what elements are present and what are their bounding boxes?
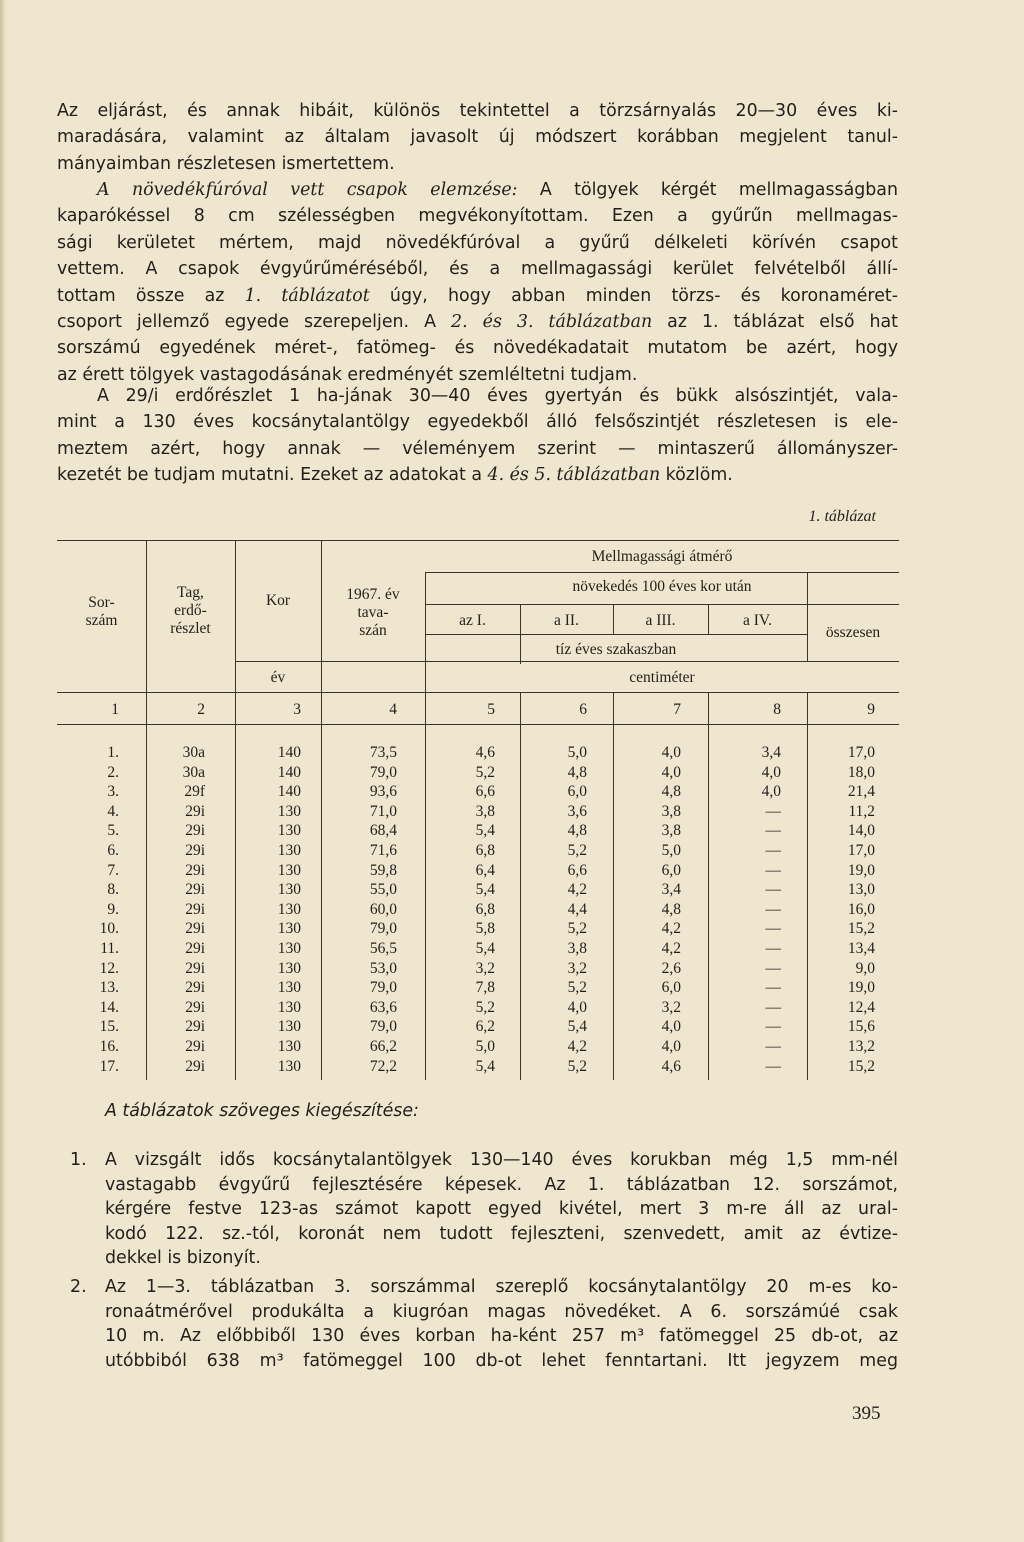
header-text: tava- bbox=[357, 604, 389, 621]
table-cell: 130 bbox=[277, 959, 301, 977]
table-cell: — bbox=[765, 861, 781, 879]
table-cell: 3,8 bbox=[661, 822, 681, 840]
table-cell: 3,2 bbox=[661, 998, 681, 1016]
text-span: tottam össze az bbox=[57, 285, 245, 306]
text-span: A tölgyek kérgét mellmagasságban bbox=[517, 180, 898, 200]
table-cell: 59,8 bbox=[369, 861, 397, 879]
table-reference: 1. táblázatot bbox=[244, 285, 370, 306]
table-cell: — bbox=[765, 802, 781, 820]
table-cell: 19,0 bbox=[847, 979, 875, 997]
column-number-rule bbox=[57, 724, 899, 725]
table-cell: — bbox=[765, 1018, 781, 1036]
table-cell: 21,4 bbox=[847, 783, 875, 801]
table-cell: 7,8 bbox=[475, 979, 495, 997]
header-text: részlet bbox=[170, 620, 211, 637]
table-cell: 3,8 bbox=[661, 802, 681, 820]
table-cell: 5,0 bbox=[661, 842, 681, 859]
header-1967-tavaszan bbox=[321, 586, 425, 640]
table-cell: 66,2 bbox=[369, 1038, 397, 1055]
text-line bbox=[57, 309, 898, 335]
table-cell: 11,2 bbox=[848, 802, 875, 820]
table-cell: 29i bbox=[185, 861, 205, 879]
table-cell: 5,4 bbox=[475, 1057, 495, 1075]
paragraph-2 bbox=[57, 177, 898, 388]
table-cell: 2. bbox=[107, 763, 119, 781]
table-cell: 3,4 bbox=[661, 881, 681, 899]
table-cell: — bbox=[765, 979, 781, 997]
table-cell: 30a bbox=[182, 744, 205, 761]
table-cell: 15,2 bbox=[847, 1057, 875, 1075]
table-top-rule bbox=[57, 540, 899, 541]
table-cell: 4,6 bbox=[661, 1057, 681, 1075]
header-osszesen: összesen bbox=[825, 624, 881, 641]
data-table bbox=[57, 540, 899, 1080]
table-cell: — bbox=[765, 900, 781, 918]
table-cell: 29i bbox=[185, 998, 205, 1016]
table-cell: 3,8 bbox=[475, 802, 495, 820]
table-cell: 13,4 bbox=[847, 940, 875, 957]
table-cell: 79,0 bbox=[369, 920, 397, 938]
table-cell: 4,8 bbox=[661, 783, 681, 801]
text-span: kezetét be tudjam mutatni. Ezeket az adatokat a bbox=[57, 465, 488, 486]
table-cell: 29i bbox=[185, 802, 205, 820]
subheader-rule bbox=[235, 661, 899, 662]
text-line: maradására, valamint az általam javasolt új módszert korábban megjelent tanul- bbox=[57, 127, 898, 148]
header-sorszam bbox=[57, 594, 146, 630]
text-span: az 1. táblázat első hat bbox=[652, 312, 899, 333]
table-cell: 30a bbox=[182, 763, 205, 781]
table-cell: 4,0 bbox=[567, 998, 587, 1016]
column-number: 2 bbox=[197, 701, 205, 718]
supplement-heading: A táblázatok szöveges kiegészítése: bbox=[105, 1101, 419, 1121]
table-cell: 1. bbox=[107, 744, 119, 761]
text-line bbox=[57, 462, 898, 488]
table-cell: 5,4 bbox=[567, 1018, 587, 1036]
column-number: 6 bbox=[579, 701, 587, 718]
paragraph-1-text bbox=[57, 98, 898, 177]
text-line: 10 m. Az előbbiből 130 éves korban ha-ként 257 m³ fatömeggel 25 db-ot, az bbox=[105, 1326, 898, 1347]
table-cell: 5,2 bbox=[567, 979, 587, 997]
table-cell: — bbox=[765, 1038, 781, 1055]
table-cell: 15. bbox=[99, 1018, 119, 1036]
table-cell: 3,2 bbox=[475, 959, 495, 977]
table-cell: 130 bbox=[277, 998, 301, 1016]
text-line: utóbbiból 638 m³ fatömeggel 100 db-ot lehet fenntartani. Itt jegyzem meg bbox=[105, 1350, 898, 1371]
table-cell: 16. bbox=[99, 1038, 119, 1055]
header-mellmagassagi-atmero: Mellmagassági átmérő bbox=[591, 548, 733, 565]
table-cell: 3,2 bbox=[567, 959, 587, 977]
text-line bbox=[57, 283, 898, 309]
table-cell: — bbox=[765, 998, 781, 1016]
list-number: 2. bbox=[70, 1277, 87, 1297]
text-line bbox=[57, 177, 898, 203]
table-cell: 4,8 bbox=[661, 900, 681, 918]
header-tag bbox=[146, 584, 235, 638]
text-line: Az eljárást, és annak hibáit, különös tekintettel a törzsárnyalás 20—30 éves ki- bbox=[57, 101, 898, 121]
table-cell: 5,2 bbox=[567, 920, 587, 938]
table-cell: 130 bbox=[277, 920, 301, 938]
table-cell: 18,0 bbox=[847, 763, 875, 781]
paragraph-1 bbox=[57, 98, 898, 177]
text-line: mányaimban részletesen ismertettem. bbox=[57, 153, 395, 174]
table-cell: 3,6 bbox=[567, 802, 587, 820]
header-text: Sor- bbox=[88, 594, 115, 611]
table-cell: 4,2 bbox=[567, 881, 587, 899]
column-number: 9 bbox=[867, 701, 875, 718]
table-cell: 130 bbox=[277, 1038, 301, 1055]
table-cell: 29i bbox=[185, 979, 205, 997]
table-cell: 29i bbox=[185, 940, 205, 957]
text-line: dekkel is bizonyít. bbox=[105, 1248, 261, 1269]
header-a-iii: a III. bbox=[645, 612, 676, 629]
table-cell: 17. bbox=[99, 1057, 119, 1075]
table-cell: — bbox=[765, 920, 781, 938]
italic-heading: A növedékfúróval vett csapok elemzése: bbox=[97, 180, 518, 200]
page-number: 395 bbox=[852, 1403, 881, 1424]
text-line: sorszámú egyedének méret-, fatömeg- és növedékadatait mutatom be azért, hogy bbox=[57, 338, 898, 359]
table-cell: 5,4 bbox=[475, 822, 495, 840]
table-cell: 4,0 bbox=[661, 744, 681, 761]
text-line: mint a 130 éves kocsánytalantölgy egyedekből álló felsőszintjét részletesen is ele- bbox=[57, 412, 898, 433]
table-cell: — bbox=[765, 822, 781, 840]
table-cell: 4,0 bbox=[661, 1038, 681, 1055]
table-cell: 6,0 bbox=[567, 783, 587, 801]
table-cell: 79,0 bbox=[369, 1018, 397, 1036]
header-rule bbox=[57, 692, 899, 693]
table-cell: 71,0 bbox=[369, 802, 397, 820]
table-cell: 14. bbox=[99, 998, 119, 1016]
table-cell: 29i bbox=[185, 920, 205, 938]
table-reference: 4. és 5. táblázatban bbox=[487, 465, 661, 486]
column-number: 4 bbox=[389, 701, 397, 718]
table-cell: 4,2 bbox=[661, 940, 681, 957]
column-number: 1 bbox=[111, 701, 119, 718]
table-cell: 13. bbox=[99, 979, 119, 997]
table-cell: 4,4 bbox=[567, 900, 587, 918]
column-number: 7 bbox=[673, 701, 681, 718]
table-cell: 4,0 bbox=[661, 1018, 681, 1036]
table-cell: 130 bbox=[277, 1057, 301, 1075]
table-cell: 6,8 bbox=[475, 842, 495, 859]
table-cell: — bbox=[765, 881, 781, 899]
header-text: erdő- bbox=[174, 602, 207, 619]
table-cell: 8. bbox=[107, 881, 119, 899]
text-line: ronaátmérővel produkálta a kiugróan magas növedéket. A 6. sorszámúé csak bbox=[105, 1301, 898, 1322]
table-cell: 9,0 bbox=[855, 959, 875, 977]
subheader-rule bbox=[425, 634, 807, 635]
header-az-i: az I. bbox=[459, 612, 486, 629]
table-cell: 130 bbox=[277, 861, 301, 879]
table-cell: 16,0 bbox=[847, 900, 875, 918]
table-cell: 4,2 bbox=[661, 920, 681, 938]
table-cell: 14,0 bbox=[847, 822, 875, 840]
table-cell: 5,2 bbox=[475, 763, 495, 781]
table-cell: 29i bbox=[185, 959, 205, 977]
text-line: vettem. A csapok évgyűrűméréséből, és a mellmagassági kerület felvételből állí- bbox=[57, 259, 898, 280]
table-cell: 55,0 bbox=[369, 881, 397, 899]
paragraph-3 bbox=[57, 383, 898, 489]
table-cell: 6,8 bbox=[475, 900, 495, 918]
table-cell: 4. bbox=[107, 802, 119, 820]
text-span: közlöm. bbox=[660, 465, 733, 486]
table-cell: 6,0 bbox=[661, 861, 681, 879]
header-novekedes: növekedés 100 éves kor után bbox=[572, 578, 752, 595]
table-cell: 68,4 bbox=[369, 822, 397, 840]
table-cell: 6,6 bbox=[567, 861, 587, 879]
table-cell: 56,5 bbox=[369, 940, 397, 957]
paragraph-3-text bbox=[57, 383, 898, 489]
table-cell: 130 bbox=[277, 822, 301, 840]
table-cell: 4,8 bbox=[567, 763, 587, 781]
table-cell: 72,2 bbox=[369, 1057, 397, 1075]
table-cell: 11. bbox=[100, 940, 119, 957]
text-line: meztem azért, hogy annak — véleményem szerint — mintaszerű állományszer- bbox=[57, 438, 898, 459]
table-cell: 4,2 bbox=[567, 1038, 587, 1055]
table-cell: 130 bbox=[277, 842, 301, 859]
text-span: úgy, hogy abban minden törzs- és koronaméret- bbox=[369, 285, 898, 306]
header-ev: év bbox=[270, 669, 286, 686]
table-cell: 6,6 bbox=[475, 783, 495, 801]
table-cell: 7. bbox=[107, 861, 119, 879]
column-number: 5 bbox=[487, 701, 495, 718]
table-cell: 140 bbox=[277, 763, 301, 781]
table-cell: 15,6 bbox=[847, 1018, 875, 1036]
table-cell: 5,2 bbox=[475, 998, 495, 1016]
table-cell: 3. bbox=[107, 783, 119, 801]
table-cell: 79,0 bbox=[369, 979, 397, 997]
text-span: csoport jellemző egyede szerepeljen. A bbox=[57, 312, 452, 333]
table-cell: — bbox=[765, 1057, 781, 1075]
table-cell: 19,0 bbox=[847, 861, 875, 879]
table-cell: 3,8 bbox=[567, 940, 587, 957]
table-cell: 29i bbox=[185, 1018, 205, 1036]
header-a-ii: a II. bbox=[554, 612, 579, 629]
table-cell: 71,6 bbox=[369, 842, 397, 859]
table-cell: 3,4 bbox=[761, 744, 781, 761]
table-cell: 4,8 bbox=[567, 822, 587, 840]
paragraph-2-text bbox=[57, 177, 898, 388]
table-cell: 5,8 bbox=[475, 920, 495, 938]
header-kor: Kor bbox=[265, 592, 291, 609]
table-cell: 140 bbox=[277, 783, 301, 801]
page-edge-shadow bbox=[0, 0, 6, 1542]
text-line: sági kerületet mértem, majd növedékfúróval a gyűrű délkeleti körívén csapot bbox=[57, 232, 898, 253]
table-cell: 29i bbox=[185, 900, 205, 918]
table-cell: 29i bbox=[185, 1057, 205, 1075]
table-cell: 5,0 bbox=[475, 1038, 495, 1055]
header-text: szám bbox=[85, 612, 118, 629]
table-cell: 6. bbox=[107, 842, 119, 859]
table-cell: 130 bbox=[277, 940, 301, 957]
table-cell: 29i bbox=[185, 822, 205, 840]
text-line: kaparókéssel 8 cm szélességben megvékonyítottam. Ezen a gyűrűn mellmagas- bbox=[57, 206, 898, 227]
header-text: szán bbox=[359, 622, 387, 639]
table-cell: — bbox=[765, 959, 781, 977]
table-reference: 2. és 3. táblázatban bbox=[451, 312, 653, 333]
text-line: az érett tölgyek vastagodásának eredményét szemléltetni tudjam. bbox=[57, 364, 638, 385]
table-cell: 53,0 bbox=[369, 959, 397, 977]
table-cell: 13,0 bbox=[847, 881, 875, 899]
list-body bbox=[105, 1275, 898, 1373]
text-line: vastagabb évgyűrű fejlesztésére képesek. Az 1. táblázatban 12. sorszámot, bbox=[105, 1174, 898, 1195]
table-cell: 6,2 bbox=[475, 1018, 495, 1036]
table-cell: 2,6 bbox=[661, 959, 681, 977]
table-cell: 130 bbox=[277, 979, 301, 997]
table-cell: 10. bbox=[99, 920, 119, 938]
table-cell: 29f bbox=[184, 783, 205, 801]
table-cell: 15,2 bbox=[847, 920, 875, 938]
table-cell: 5. bbox=[107, 822, 119, 840]
subheader-rule bbox=[425, 604, 899, 605]
table-cell: — bbox=[765, 940, 781, 957]
column-number: 8 bbox=[773, 701, 781, 718]
table-cell: 5,4 bbox=[475, 940, 495, 957]
table-cell: 29i bbox=[185, 881, 205, 899]
table-cell: 13,2 bbox=[847, 1038, 875, 1055]
table-cell: 17,0 bbox=[847, 744, 875, 761]
table-cell: 130 bbox=[277, 1018, 301, 1036]
list-body bbox=[105, 1148, 898, 1271]
table-cell: 12,4 bbox=[847, 998, 875, 1016]
text-line: kodó 122. sz.-tól, koronát nem tudott fejleszteni, szenvedett, amit az évtize- bbox=[105, 1223, 898, 1244]
header-centimeter: centiméter bbox=[629, 669, 695, 686]
header-text: 1967. év bbox=[346, 586, 400, 603]
column-number: 3 bbox=[293, 701, 301, 718]
table-cell: 93,6 bbox=[369, 783, 397, 801]
list-number: 1. bbox=[70, 1150, 87, 1170]
table-cell: 5,2 bbox=[567, 1057, 587, 1075]
table-cell: 5,4 bbox=[475, 881, 495, 899]
table-cell: — bbox=[765, 842, 781, 859]
table-cell: 63,6 bbox=[369, 998, 397, 1016]
table-cell: 140 bbox=[277, 744, 301, 761]
table-cell: 4,6 bbox=[475, 744, 495, 761]
table-cell: 130 bbox=[277, 900, 301, 918]
text-line: Az 1—3. táblázatban 3. sorszámmal szereplő kocsánytalantölgy 20 m-es ko- bbox=[105, 1277, 898, 1297]
table-cell: 6,0 bbox=[661, 979, 681, 997]
table-cell: 60,0 bbox=[369, 900, 397, 918]
table-cell: 29i bbox=[185, 842, 205, 859]
table-cell: 6,4 bbox=[475, 861, 495, 879]
table-cell: 130 bbox=[277, 802, 301, 820]
table-cell: 9. bbox=[107, 900, 119, 918]
text-line: A vizsgált idős kocsánytalantölgyek 130—140 éves korukban még 1,5 mm-nél bbox=[105, 1150, 898, 1170]
table-cell: 4,0 bbox=[661, 763, 681, 781]
table-cell: 12. bbox=[99, 959, 119, 977]
table-cell: 5,2 bbox=[567, 842, 587, 859]
header-a-iv: a IV. bbox=[743, 612, 772, 629]
table-cell: 29i bbox=[185, 1038, 205, 1055]
header-tiz-eves: tíz éves szakaszban bbox=[555, 641, 677, 658]
table-cell: 79,0 bbox=[369, 763, 397, 781]
table-cell: 73,5 bbox=[369, 744, 397, 761]
table-cell: 5,0 bbox=[567, 744, 587, 761]
table-cell: 4,0 bbox=[761, 783, 781, 801]
subheader-rule bbox=[425, 572, 899, 573]
table-caption: 1. táblázat bbox=[808, 508, 876, 525]
table-cell: 4,0 bbox=[761, 763, 781, 781]
text-line: A 29/i erdőrészlet 1 ha-jának 30—40 éves gyertyán és bükk alsószintjét, vala- bbox=[97, 386, 898, 406]
text-line: kérgére festve 123-as számot kapott egyed kivétel, mert 3 m-re áll az ural- bbox=[105, 1199, 898, 1220]
header-text: Tag, bbox=[177, 584, 204, 601]
table-cell: 17,0 bbox=[847, 842, 875, 859]
table-cell: 130 bbox=[277, 881, 301, 899]
